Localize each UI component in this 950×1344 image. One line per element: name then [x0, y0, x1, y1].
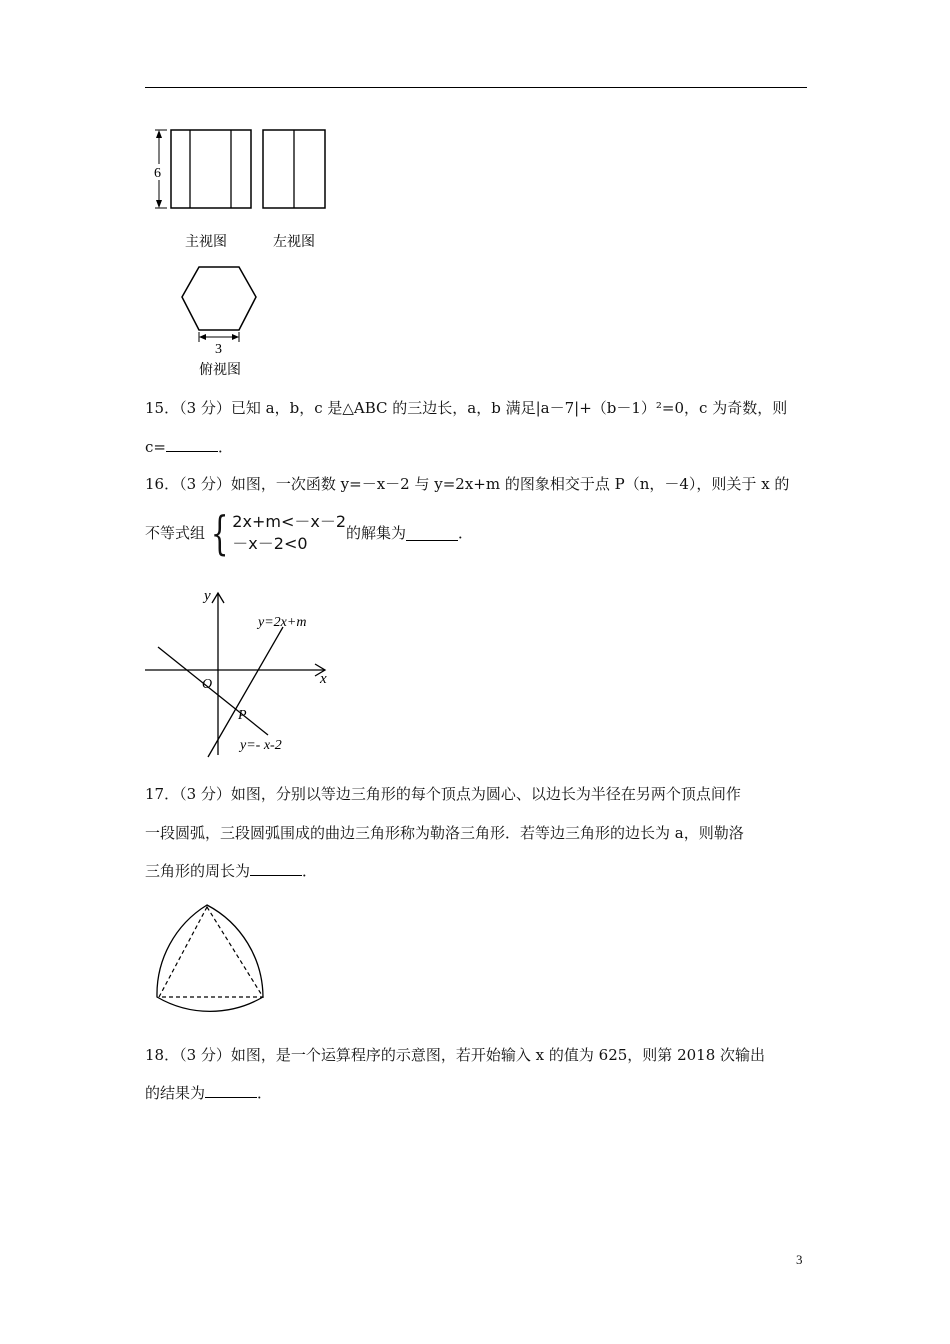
q18-answer-blank[interactable] [205, 1083, 257, 1098]
inequality-1: 2x+m<－x－2 [232, 512, 346, 531]
q16-answer-blank[interactable] [406, 526, 458, 541]
width-label: 3 [215, 342, 222, 357]
line2-label: y=- x-2 [240, 738, 282, 753]
q15-answer-blank[interactable] [166, 437, 218, 452]
question-17-line3 [145, 861, 317, 881]
inequality-system [230, 511, 346, 555]
question-17-line2 [145, 823, 744, 843]
front-view-label: 主视图 [185, 234, 227, 250]
side-view-label: 左视图 [273, 234, 315, 250]
q17-line1: 17．（3 分）如图，分别以等边三角形的每个顶点为圆心、以边长为半径在另两个顶点间作 [145, 785, 741, 803]
q15-text: 15．（3 分）已知 a，b，c 是△ABC 的三边长，a，b 满足|a－7|+（b－1）²=0，c 为奇数，则 [145, 399, 788, 417]
q15-suffix: ． [217, 438, 233, 456]
q17-suffix: ． [302, 862, 318, 880]
q18-line1: 18．（3 分）如图，是一个运算程序的示意图，若开始输入 x 的值为 625，则第 2018 次输出 [145, 1046, 766, 1064]
question-16-line2 [145, 506, 474, 562]
point-p-label: P [238, 708, 247, 723]
inequality-2: －x－2<0 [232, 534, 308, 553]
q17-prefix: 三角形的周长为 [145, 862, 251, 880]
question-15 [145, 398, 787, 418]
q16-end: ． [458, 524, 474, 542]
q16-line1: 16．（3 分）如图，一次函数 y=－x－2 与 y=2x+m 的图象相交于点 P（n，－4），则关于 x 的 [145, 475, 790, 493]
q18-suffix: ． [257, 1084, 273, 1102]
x-axis-label: x [320, 671, 327, 687]
q17-answer-blank[interactable] [250, 861, 302, 876]
q17-line2: 一段圆弧，三段圆弧围成的曲边三角形称为勒洛三角形．若等边三角形的边长为 a，则勒洛 [145, 824, 744, 842]
line1-label: y=2x+m [258, 615, 307, 630]
brace-symbol: { [210, 506, 229, 560]
q16-prefix: 不等式组 [145, 524, 206, 542]
reuleaux-triangle-figure [145, 895, 280, 1030]
q15-prefix: c= [145, 438, 166, 456]
question-17 [145, 784, 741, 804]
q16-suffix: 的解集为 [346, 524, 407, 542]
origin-label: O [202, 677, 213, 692]
three-views-figure [145, 120, 345, 382]
linear-functions-graph [140, 585, 340, 760]
question-15-line2 [145, 437, 233, 457]
top-view-label: 俯视图 [199, 362, 241, 378]
page-number: 3 [796, 1252, 803, 1267]
y-axis-label: y [204, 588, 211, 604]
question-16 [145, 474, 789, 494]
question-18 [145, 1045, 765, 1065]
header-rule [145, 87, 807, 88]
height-label: 6 [154, 166, 161, 181]
q18-prefix: 的结果为 [145, 1084, 206, 1102]
question-18-line2 [145, 1083, 272, 1103]
